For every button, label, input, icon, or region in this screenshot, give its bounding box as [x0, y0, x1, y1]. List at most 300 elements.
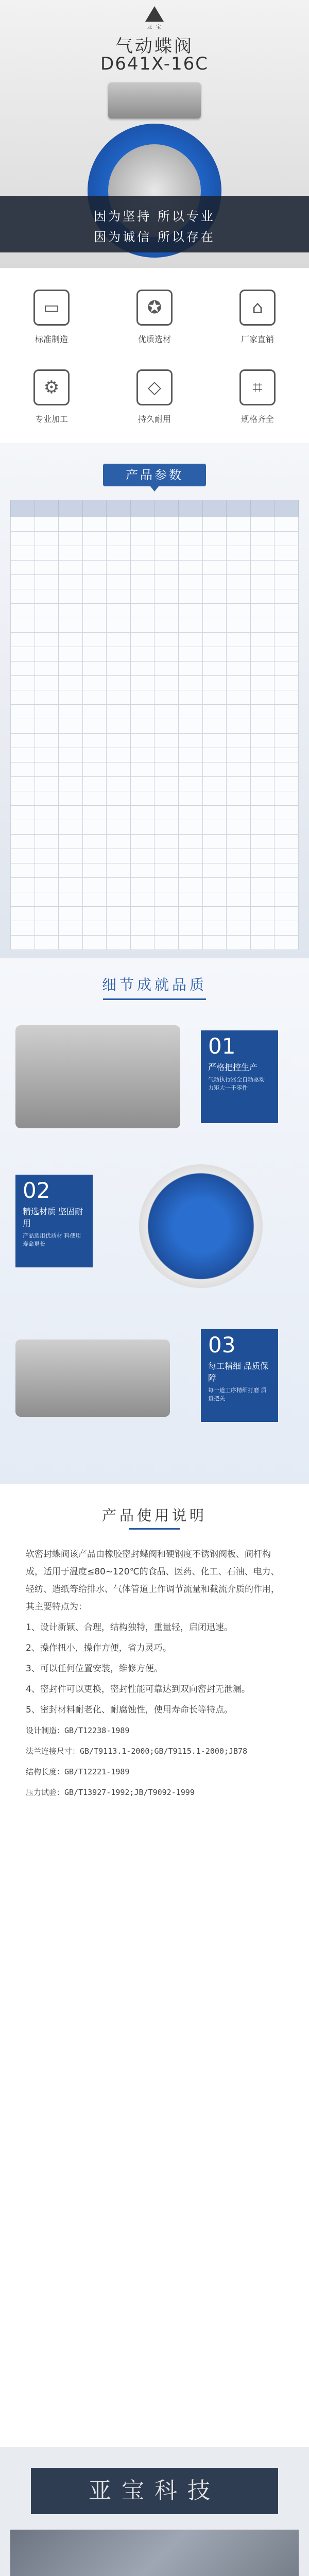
detail-number: 02 — [23, 1178, 50, 1203]
table-cell — [11, 734, 35, 748]
table-cell — [202, 791, 227, 806]
table-cell — [250, 690, 274, 705]
table-cell — [59, 820, 83, 835]
table-cell — [227, 734, 251, 748]
table-cell — [227, 762, 251, 777]
table-cell — [227, 662, 251, 676]
table-cell — [82, 892, 107, 907]
table-cell — [82, 633, 107, 647]
table-cell — [107, 517, 131, 532]
table-cell — [11, 835, 35, 849]
table-cell — [130, 878, 154, 892]
table-cell — [202, 806, 227, 820]
table-cell — [35, 647, 59, 662]
table-cell — [107, 806, 131, 820]
table-cell — [107, 748, 131, 762]
logo-triangle-icon — [145, 6, 164, 22]
table-cell — [250, 705, 274, 719]
table-cell — [179, 604, 203, 618]
table-cell — [179, 762, 203, 777]
detail-card — [201, 1030, 278, 1123]
table-cell — [59, 676, 83, 690]
table-cell — [227, 618, 251, 633]
table-cell — [250, 820, 274, 835]
table-cell — [107, 734, 131, 748]
factory-photos-section — [0, 2447, 309, 2576]
table-cell — [154, 936, 179, 950]
table-cell — [202, 863, 227, 878]
table-row — [11, 589, 299, 604]
table-cell — [227, 719, 251, 734]
table-cell — [154, 662, 179, 676]
table-cell — [11, 806, 35, 820]
standard-line: 压力试验：GB/T13927-1992;JB/T9092-1999 — [26, 1788, 195, 1797]
table-cell — [130, 806, 154, 820]
ruler-icon: ▭ — [33, 290, 70, 326]
table-cell — [130, 561, 154, 575]
table-cell — [250, 676, 274, 690]
standard-line: 结构长度：GB/T12221-1989 — [26, 1767, 130, 1776]
feature-item — [103, 278, 206, 355]
table-cell — [179, 748, 203, 762]
table-cell — [35, 604, 59, 618]
table-cell — [227, 820, 251, 835]
table-cell — [154, 849, 179, 863]
table-cell — [274, 835, 299, 849]
table-cell — [154, 618, 179, 633]
detail-number: 03 — [208, 1332, 236, 1358]
table-cell — [227, 748, 251, 762]
table-cell — [130, 907, 154, 921]
table-cell — [179, 589, 203, 604]
table-cell — [107, 921, 131, 936]
table-cell — [35, 820, 59, 835]
table-cell — [227, 907, 251, 921]
table-cell — [11, 762, 35, 777]
table-cell — [179, 849, 203, 863]
table-cell — [59, 690, 83, 705]
hero-section — [0, 0, 309, 268]
table-row — [11, 791, 299, 806]
table-row — [11, 777, 299, 791]
table-cell — [250, 589, 274, 604]
table-cell — [202, 936, 227, 950]
table-cell — [107, 835, 131, 849]
table-cell — [11, 532, 35, 546]
table-cell — [11, 892, 35, 907]
detail-card — [15, 1175, 93, 1267]
table-cell — [11, 719, 35, 734]
table-row — [11, 762, 299, 777]
product-model: D641X-16C — [100, 54, 209, 74]
usage-section — [0, 1484, 309, 2447]
table-cell — [202, 633, 227, 647]
table-cell — [59, 863, 83, 878]
table-cell — [179, 662, 203, 676]
table-row — [11, 806, 299, 820]
brand-logo — [139, 6, 170, 30]
table-cell — [154, 777, 179, 791]
table-cell — [250, 921, 274, 936]
table-cell — [274, 575, 299, 589]
table-cell — [82, 517, 107, 532]
table-cell — [107, 820, 131, 835]
product-title: 气动蝶阀 — [115, 36, 194, 57]
table-cell — [107, 777, 131, 791]
table-row — [11, 705, 299, 719]
detail-desc: 每一道工序精细打磨 质量把关 — [208, 1387, 267, 1402]
table-cell — [59, 878, 83, 892]
table-cell — [227, 806, 251, 820]
table-cell — [274, 748, 299, 762]
table-cell — [179, 936, 203, 950]
table-cell — [250, 849, 274, 863]
detail-item — [15, 1319, 294, 1443]
slogan-line-1: 因为坚持 所以专业 — [94, 209, 215, 224]
table-cell — [154, 835, 179, 849]
table-cell — [82, 734, 107, 748]
table-cell — [274, 878, 299, 892]
table-cell — [107, 849, 131, 863]
table-cell — [250, 777, 274, 791]
table-cell — [202, 734, 227, 748]
table-cell — [202, 921, 227, 936]
table-cell — [202, 719, 227, 734]
table-cell — [35, 532, 59, 546]
table-cell — [250, 604, 274, 618]
table-cell — [154, 820, 179, 835]
table-cell — [82, 777, 107, 791]
table-cell — [227, 532, 251, 546]
table-cell — [250, 532, 274, 546]
feature-label: 标准制造 — [35, 334, 68, 344]
table-cell — [130, 517, 154, 532]
table-cell — [202, 892, 227, 907]
table-cell — [250, 791, 274, 806]
table-cell — [202, 762, 227, 777]
table-cell — [107, 618, 131, 633]
table-cell — [82, 719, 107, 734]
table-cell — [227, 863, 251, 878]
table-cell — [274, 618, 299, 633]
table-cell — [107, 604, 131, 618]
table-row — [11, 849, 299, 863]
usage-point: 5、密封材料耐老化、耐腐蚀性，使用寿命长等特点。 — [26, 1705, 233, 1715]
feature-label: 专业加工 — [35, 414, 68, 424]
table-cell — [227, 647, 251, 662]
table-cell — [202, 676, 227, 690]
table-cell — [250, 748, 274, 762]
table-cell — [274, 633, 299, 647]
usage-point: 3、可以任何位置安装，维修方便。 — [26, 1664, 163, 1674]
table-cell — [59, 719, 83, 734]
usage-point: 4、密封件可以更换，密封性能可靠达到双向密封无泄漏。 — [26, 1684, 250, 1694]
table-cell — [107, 907, 131, 921]
table-cell — [82, 589, 107, 604]
gear-icon: ⚙ — [33, 369, 70, 405]
table-cell — [82, 561, 107, 575]
table-row — [11, 820, 299, 835]
table-cell — [35, 734, 59, 748]
table-cell — [227, 892, 251, 907]
table-cell — [59, 662, 83, 676]
table-cell — [274, 777, 299, 791]
table-cell — [82, 791, 107, 806]
table-cell — [202, 532, 227, 546]
table-cell — [274, 546, 299, 561]
table-row — [11, 921, 299, 936]
table-cell — [250, 878, 274, 892]
table-cell — [274, 705, 299, 719]
table-cell — [59, 921, 83, 936]
table-cell — [130, 820, 154, 835]
table-cell — [154, 589, 179, 604]
table-cell — [11, 936, 35, 950]
table-cell — [154, 907, 179, 921]
table-cell — [130, 690, 154, 705]
table-cell — [11, 604, 35, 618]
table-cell — [107, 662, 131, 676]
table-cell — [11, 878, 35, 892]
table-cell — [202, 820, 227, 835]
table-cell — [179, 633, 203, 647]
table-cell — [107, 633, 131, 647]
table-cell — [274, 863, 299, 878]
table-cell — [59, 546, 83, 561]
table-cell — [107, 892, 131, 907]
table-cell — [227, 575, 251, 589]
table-cell — [227, 777, 251, 791]
table-cell — [130, 647, 154, 662]
table-cell — [179, 618, 203, 633]
table-cell — [202, 618, 227, 633]
table-cell — [35, 936, 59, 950]
feature-item — [0, 358, 103, 435]
table-cell — [130, 604, 154, 618]
table-cell — [250, 762, 274, 777]
slogan-line-2: 因为诚信 所以存在 — [94, 230, 215, 244]
table-cell — [35, 561, 59, 575]
table-cell — [11, 647, 35, 662]
table-cell — [227, 517, 251, 532]
table-cell — [59, 633, 83, 647]
table-cell — [179, 806, 203, 820]
table-cell — [250, 575, 274, 589]
table-cell — [82, 705, 107, 719]
detail-item — [15, 1020, 294, 1144]
table-row — [11, 517, 299, 532]
table-cell — [179, 690, 203, 705]
table-cell — [59, 575, 83, 589]
table-cell — [250, 835, 274, 849]
table-row — [11, 662, 299, 676]
table-cell — [107, 647, 131, 662]
detail-desc: 产品选用优质材 料使用寿命更长 — [23, 1232, 81, 1247]
table-cell — [35, 791, 59, 806]
table-cell — [274, 907, 299, 921]
usage-point: 2、操作扭小，操作方便，省力灵巧。 — [26, 1643, 171, 1653]
table-cell — [59, 532, 83, 546]
table-cell — [59, 907, 83, 921]
table-cell — [107, 546, 131, 561]
table-cell — [35, 907, 59, 921]
table-cell — [179, 835, 203, 849]
table-cell — [82, 748, 107, 762]
table-cell — [130, 719, 154, 734]
table-cell — [274, 561, 299, 575]
factory-icon: ⌂ — [239, 290, 276, 326]
factory-photo — [10, 2530, 299, 2576]
table-cell — [35, 662, 59, 676]
table-cell — [179, 546, 203, 561]
table-cell — [227, 705, 251, 719]
table-cell — [35, 777, 59, 791]
table-cell — [179, 791, 203, 806]
heading-underline — [103, 998, 206, 1000]
table-cell — [107, 878, 131, 892]
table-cell — [250, 907, 274, 921]
table-cell — [154, 647, 179, 662]
table-cell — [250, 719, 274, 734]
detail-item — [15, 1164, 294, 1288]
table-cell — [11, 575, 35, 589]
table-cell — [59, 618, 83, 633]
table-cell — [35, 633, 59, 647]
standard-line: 法兰连接尺寸：GB/T9113.1-2000;GB/T9115.1-2000;JB78 — [26, 1747, 248, 1756]
table-cell — [11, 690, 35, 705]
detail-card — [201, 1329, 278, 1422]
table-cell — [130, 734, 154, 748]
table-cell — [179, 561, 203, 575]
table-cell — [274, 690, 299, 705]
table-row — [11, 532, 299, 546]
table-header-row — [11, 500, 299, 517]
table-cell — [11, 546, 35, 561]
table-cell — [179, 863, 203, 878]
table-cell — [250, 936, 274, 950]
table-cell — [154, 791, 179, 806]
table-cell — [107, 532, 131, 546]
feature-label: 规格齐全 — [241, 414, 274, 424]
table-row — [11, 561, 299, 575]
table-cell — [11, 662, 35, 676]
table-cell — [250, 618, 274, 633]
table-row — [11, 719, 299, 734]
table-cell — [274, 791, 299, 806]
table-cell — [202, 849, 227, 863]
table-cell — [227, 791, 251, 806]
table-cell — [130, 532, 154, 546]
parameters-section — [0, 443, 309, 958]
table-cell — [107, 561, 131, 575]
table-cell — [11, 849, 35, 863]
table-cell — [130, 546, 154, 561]
table-cell — [179, 878, 203, 892]
table-cell — [35, 690, 59, 705]
table-cell — [154, 517, 179, 532]
table-cell — [250, 633, 274, 647]
table-cell — [82, 618, 107, 633]
table-cell — [274, 849, 299, 863]
table-cell — [154, 719, 179, 734]
table-cell — [154, 878, 179, 892]
actuator-image — [108, 82, 201, 118]
table-cell — [130, 835, 154, 849]
table-cell — [274, 892, 299, 907]
table-cell — [274, 734, 299, 748]
table-cell — [227, 921, 251, 936]
table-cell — [274, 936, 299, 950]
table-cell — [35, 849, 59, 863]
detail-section — [0, 958, 309, 1484]
table-cell — [179, 676, 203, 690]
table-cell — [82, 806, 107, 820]
table-row — [11, 835, 299, 849]
table-cell — [154, 806, 179, 820]
actuator-side-image — [15, 1340, 170, 1417]
table-cell — [274, 762, 299, 777]
table-cell — [82, 820, 107, 835]
table-cell — [107, 690, 131, 705]
table-cell — [82, 662, 107, 676]
table-cell — [59, 849, 83, 863]
table-cell — [250, 517, 274, 532]
usage-point: 1、设计新颖、合理，结构独特，重量轻，启闭迅速。 — [26, 1622, 233, 1633]
table-cell — [35, 676, 59, 690]
table-cell — [227, 676, 251, 690]
table-cell — [179, 517, 203, 532]
table-cell — [11, 777, 35, 791]
table-cell — [274, 604, 299, 618]
table-cell — [59, 791, 83, 806]
table-cell — [227, 835, 251, 849]
table-cell — [59, 604, 83, 618]
table-cell — [274, 517, 299, 532]
table-cell — [250, 892, 274, 907]
table-cell — [130, 762, 154, 777]
factory-sign: 亚宝科技 — [31, 2468, 278, 2514]
table-cell — [154, 734, 179, 748]
detail-number: 01 — [208, 1033, 236, 1059]
usage-intro: 软密封蝶阀该产品由橡胶密封蝶阀和硬钢度不锈钢阀板、阀杆构成，适用于温度≤80~120℃的食品、医药、化工、石油、电力、轻纺、造纸等给排水、气体管道上作调节流量和截流介质的作用，其主要特点为： — [26, 1549, 280, 1612]
table-cell — [274, 676, 299, 690]
table-cell — [154, 921, 179, 936]
parameters-heading: 产品参数 — [103, 464, 206, 486]
table-cell — [130, 662, 154, 676]
table-cell — [35, 762, 59, 777]
table-cell — [59, 647, 83, 662]
table-cell — [130, 676, 154, 690]
table-cell — [35, 705, 59, 719]
table-cell — [11, 820, 35, 835]
table-cell — [130, 575, 154, 589]
table-cell — [179, 820, 203, 835]
table-cell — [82, 878, 107, 892]
table-cell — [11, 907, 35, 921]
table-cell — [59, 734, 83, 748]
table-cell — [227, 561, 251, 575]
feature-label: 优质选材 — [138, 334, 171, 344]
table-cell — [130, 921, 154, 936]
heading-underline — [129, 1528, 180, 1530]
table-cell — [154, 575, 179, 589]
table-cell — [35, 748, 59, 762]
table-cell — [274, 662, 299, 676]
table-cell — [11, 561, 35, 575]
table-cell — [227, 849, 251, 863]
table-cell — [82, 835, 107, 849]
table-cell — [154, 892, 179, 907]
